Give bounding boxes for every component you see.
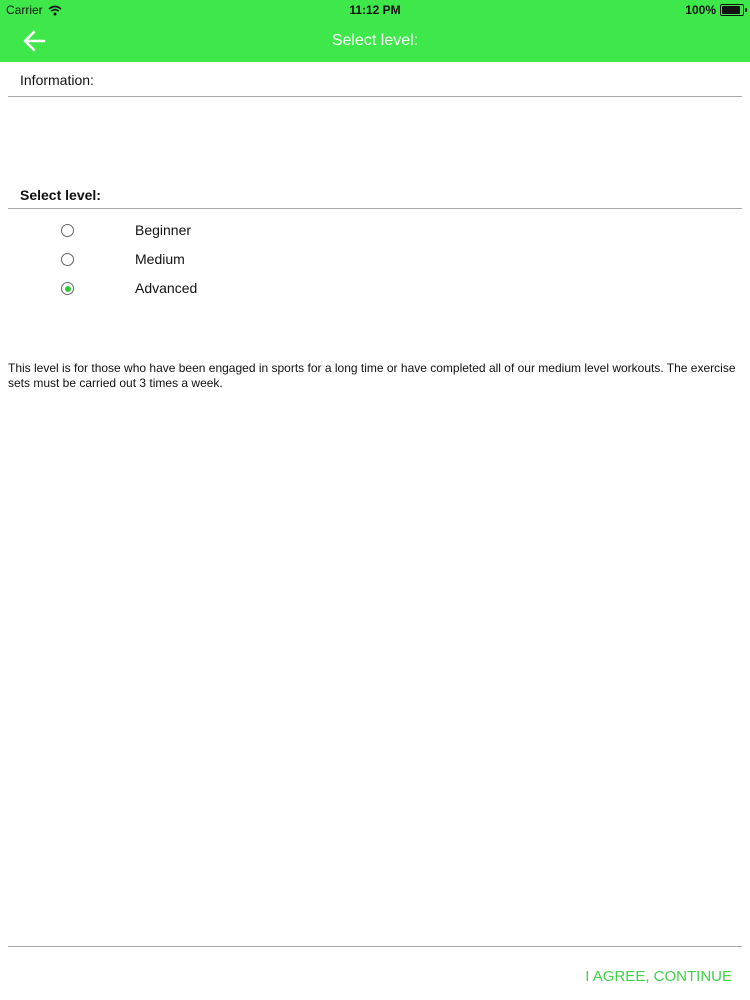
level-option-advanced[interactable] [0, 278, 400, 306]
select-level-divider [8, 208, 742, 209]
status-time: 11:12 PM [349, 3, 401, 17]
battery-icon [720, 4, 744, 16]
battery-status [685, 3, 744, 17]
level-option-medium[interactable] [0, 249, 400, 277]
page-title: Select level: [331, 32, 419, 49]
level-option-label: Advanced [135, 280, 198, 296]
information-label: Information: [20, 72, 94, 88]
nav-bar [0, 20, 750, 62]
level-description: This level is for those who have been engaged in sports for a long time or have completed all of our medium level workouts. The exercise sets must be carried out 3 times a week. [8, 361, 736, 390]
battery-percent: 100% [685, 3, 716, 17]
information-divider [8, 96, 742, 97]
level-option-beginner[interactable] [0, 220, 400, 248]
level-option-label: Medium [135, 251, 185, 267]
carrier-label: Carrier [6, 3, 43, 17]
level-option-label: Beginner [135, 222, 192, 238]
top-bar [0, 0, 750, 62]
footer-divider [8, 946, 742, 947]
battery-fill [722, 6, 740, 14]
radio-beginner[interactable] [61, 224, 74, 237]
radio-medium[interactable] [61, 253, 74, 266]
agree-continue-button[interactable]: I AGREE, CONTINUE [585, 968, 732, 985]
radio-dot [65, 286, 71, 292]
status-bar [0, 0, 750, 20]
select-level-label: Select level: [20, 187, 101, 203]
radio-advanced[interactable] [61, 282, 74, 295]
